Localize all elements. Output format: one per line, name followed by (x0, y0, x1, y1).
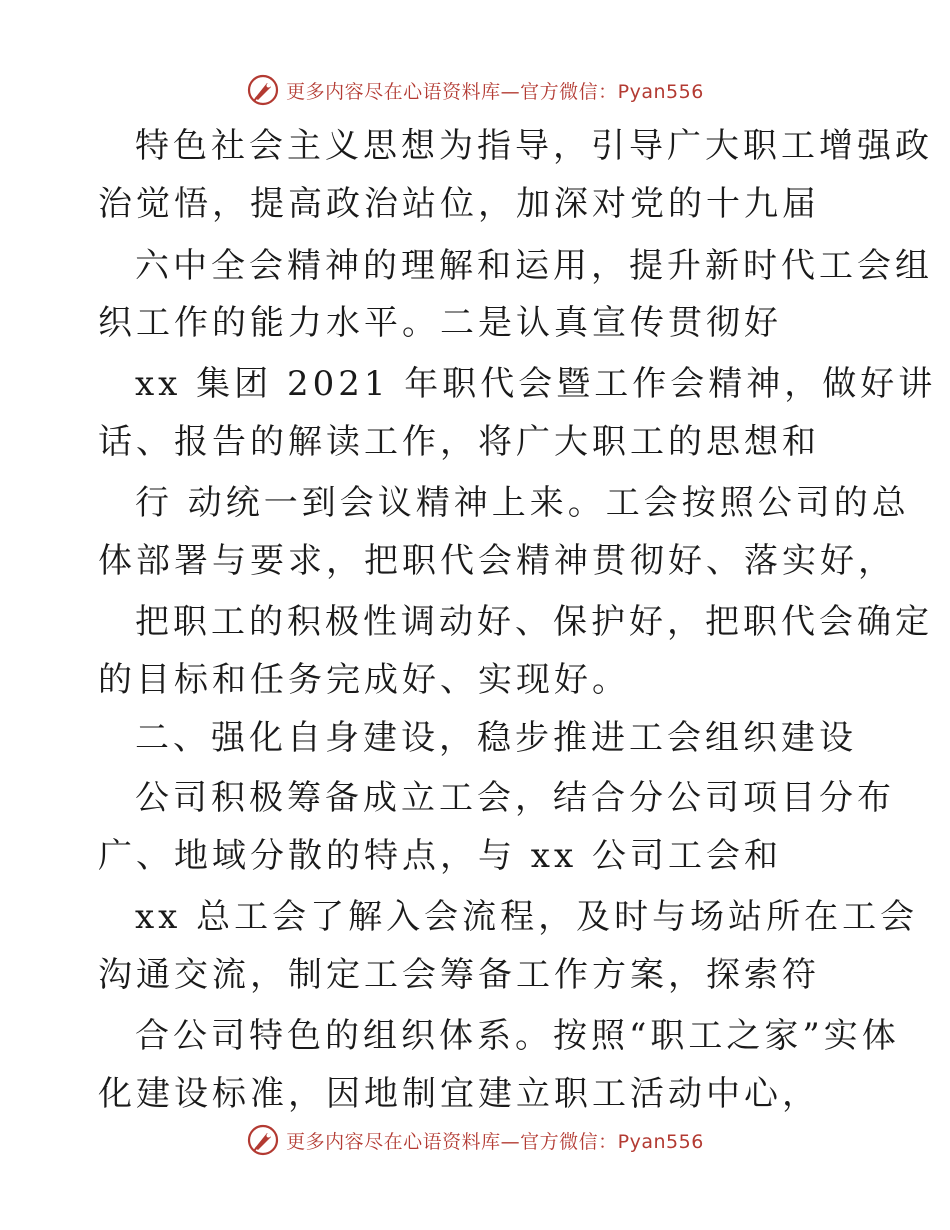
text-line: 公司积极筹备成立工会，结合分公司项目分布 (135, 778, 895, 818)
text-line: 织工作的能力水平。二是认真宣传贯彻好 (98, 303, 782, 343)
text-line: 话、报告的解读工作，将广大职工的思想和 (98, 422, 820, 462)
text-line: 行 动统一到会议精神上来。工会按照公司的总 (135, 483, 910, 523)
text-line: 的目标和任务完成好、实现好。 (98, 660, 630, 700)
watermark-text: 更多内容尽在心语资料库—官方微信：Pyan556 (286, 1130, 704, 1153)
text-line: 体部署与要求，把职代会精神贯彻好、落实好， (98, 541, 896, 581)
header-watermark (0, 70, 950, 110)
pen-nib-logo-icon (246, 73, 280, 107)
text-line: 化建设标准，因地制宜建立职工活动中心， (98, 1074, 820, 1114)
text-line: 六中全会精神的理解和运用，提升新时代工会组 (135, 246, 933, 286)
text-line: 广、地域分散的特点，与 xx 公司工会和 (98, 836, 782, 876)
watermark-text: 更多内容尽在心语资料库—官方微信：Pyan556 (286, 80, 704, 103)
text-line: 沟通交流，制定工会筹备工作方案，探索符 (98, 955, 820, 995)
pen-nib-logo-icon (246, 1123, 280, 1157)
section-heading: 二、强化自身建设，稳步推进工会组织建设 (135, 718, 857, 758)
footer-watermark (0, 1120, 950, 1160)
text-line: xx 总工会了解入会流程，及时与场站所在工会 (135, 897, 919, 937)
text-line: xx 集团 2021 年职代会暨工作会精神，做好讲 (135, 364, 937, 404)
text-line: 治觉悟，提高政治站位，加深对党的十九届 (98, 184, 820, 224)
text-line: 合公司特色的组织体系。按照“职工之家”实体 (135, 1016, 900, 1056)
text-line: 把职工的积极性调动好、保护好，把职代会确定 (135, 602, 933, 642)
text-line: 特色社会主义思想为指导，引导广大职工增强政 (135, 126, 933, 166)
